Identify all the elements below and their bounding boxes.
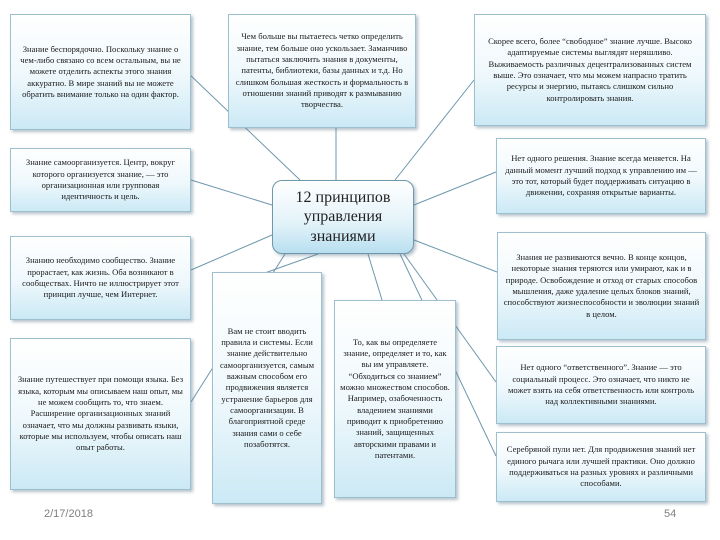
principle-box-5 [496,138,706,214]
connector-line [191,235,272,270]
connector-line [414,172,496,205]
connector-line [414,240,497,272]
principle-text: Знанию необходимо сообщество. Знание прорастает, как жизнь. Оба возникают в сообществах. Ничто не иллюстрирует этот принцип лучше, чем Интернет. [22,255,179,300]
center-title: 12 принципов управления знаниями [295,189,391,245]
principle-text: Чем больше вы пытаетесь четко определить знание, тем больше оно ускользает. Заманчиво пытаться заключить знания в документы, патенты, библиотеки, базы данных и т.д. Но слишком большая жесткость и формальность в отношении знаний приводят к размыванию творчества. [235,31,409,110]
principle-text: Знания не развиваются вечно. В конце концов, некоторые знания теряются или умирают, как и в природе. Освобождение и отход от старых способов мышления, даже удаление целых блоков знаний, способствуют жизнеспособности и эволюции знаний в целом. [503,251,700,319]
principle-text: Серебряной пули нет. Для продвижения знаний нет единого рычага или лучшей практики. Оно должно поддерживаться на разных уровнях и различными способами. [506,444,696,489]
principle-box-7 [497,232,706,340]
principle-box-2 [228,14,416,128]
connector-line [262,254,318,274]
principle-box-8 [10,338,191,490]
principle-text: Скорее всего, более “свободное” знание лучше. Высоко адаптируемые системы выглядят неряшливо. Выживаемость различных децентрализованных систем выше. Это означает, что мы можем напрасно тратить ресурсы и энергию, пытаясь слишком сильно контролировать знания. [488,35,692,103]
principle-box-10 [334,300,456,498]
footer-date: 2/17/2018 [44,508,93,520]
principle-text: Вам не стоит вводить правила и системы. Если знание действительно самоорганизуется, самым важным способом его продвижения является устранение барьеров для самоорганизации. В благоприятной среде знания сами о себе позаботятся. [219,325,315,450]
center-topic [272,180,414,254]
principle-box-3 [474,14,706,126]
principle-box-1 [10,14,191,130]
connector-line [191,180,272,205]
principle-text: Нет одного решения. Знание всегда меняется. На данный момент лучший подход к управлению им — это тот, который будет поддерживать ситуацию в движении, сохраняя открытые варианты. [505,153,697,198]
principle-text: То, как вы определяете знание, определяет и то, как вы им управляете. “Обходиться со знанием” можно множеством способов. Например, озабоченность владением знаниями приводит к приобретению знаний, защищенных авторскими правами и патентами. [340,336,450,461]
principle-text: Знание самоорганизуется. Центр, вокруг которого организуется знание, — это организационная или групповая идентичность и цель. [25,157,176,202]
connector-line [368,254,382,300]
principle-box-9 [212,272,322,504]
principle-box-4 [10,148,191,212]
principle-text: Знание путешествует при помощи языка. Без языка, которым мы описываем наш опыт, мы не можем сообщить то, что знаем. Расширение организационных знаний означает, что мы должны развивать языки, которые мы используем, чтобы описать наш опыт работы. [17,374,184,453]
principle-box-12 [496,432,706,502]
footer-page-number: 54 [664,508,677,520]
principle-text: Нет одного “ответственного”. Знание — это социальный процесс. Это означает, что никто не может взять на себя ответственность или контроль над коллективными знаниями. [507,362,695,407]
principle-text: Знание беспорядочно. Поскольку знание о чем-либо связано со всем остальным, вы не можете отделить аспекты этого знания аккуратно. В мире знаний вы не можете обратить внимание только на один фактор. [20,43,181,100]
principle-box-11 [496,346,706,424]
principle-box-6 [10,236,191,320]
